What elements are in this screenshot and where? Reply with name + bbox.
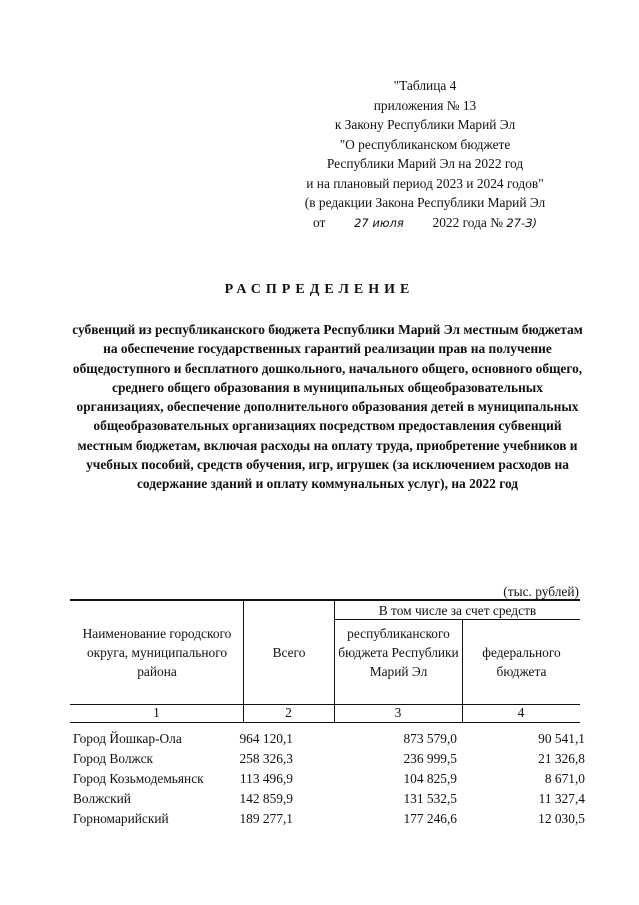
amendment-prefix: от bbox=[312, 214, 326, 230]
row-total: 189 277,1 bbox=[239, 811, 293, 826]
document-subtitle: субвенций из республиканского бюджета Республики Марий Эл местным бюджетам на обеспечение государственных гарантий реализации прав на получение общедоступного и бесплатного дошкольного, начального общего, основного общего, среднего общего образования в муниципальных общеобразовательных организациях, обеспечение дополнительного образования детей в муниципальных общеобразовательных организациях посредством предоставления субвенций местным бюджетам, включая расходы на оплату труда, приобретение учебников и учебных пособий, средств обучения, игр, игрушек (за исключением расходов на содержание зданий и оплату коммунальных услуг), на 2022 год bbox=[72, 322, 583, 492]
row-total: 113 496,9 bbox=[239, 771, 293, 786]
table-row bbox=[70, 751, 590, 771]
column-number: 4 bbox=[517, 705, 525, 720]
header-line: Республики Марий Эл на 2022 год bbox=[326, 156, 524, 171]
row-total: 142 859,9 bbox=[239, 791, 293, 806]
row-name: Горномарийский bbox=[73, 811, 169, 826]
table-row bbox=[70, 731, 590, 751]
column-number: 1 bbox=[153, 705, 160, 720]
row-republic: 236 999,5 bbox=[403, 751, 457, 766]
row-total: 258 326,3 bbox=[239, 751, 293, 766]
header-line: "Таблица 4 bbox=[393, 78, 457, 93]
header-name: Наименование городского округа, муниципального района bbox=[82, 626, 232, 679]
row-republic: 873 579,0 bbox=[403, 731, 457, 746]
row-federal: 8 671,0 bbox=[544, 771, 585, 786]
amendment-number: 27-З) bbox=[506, 215, 538, 230]
header-federal: федерального бюджета bbox=[482, 645, 561, 679]
amendment-line bbox=[260, 215, 590, 231]
row-republic: 131 532,5 bbox=[403, 791, 457, 806]
row-federal: 21 326,8 bbox=[538, 751, 585, 766]
row-name: Город Козьмодемьянск bbox=[73, 771, 204, 786]
row-federal: 11 327,4 bbox=[538, 791, 585, 806]
units-label: (тыс. рублей) bbox=[503, 584, 579, 599]
header-line: к Закону Республики Марий Эл bbox=[334, 117, 516, 132]
table-row bbox=[70, 771, 590, 791]
header-total: Всего bbox=[272, 645, 306, 660]
header-line: "О республиканском бюджете bbox=[339, 136, 511, 152]
header-line: (в редакции Закона Республики Марий Эл bbox=[304, 195, 546, 210]
header-line: и на плановый период 2023 и 2024 годов" bbox=[306, 175, 544, 191]
column-number: 3 bbox=[394, 705, 402, 720]
row-federal: 90 541,1 bbox=[538, 731, 585, 746]
document-title: РАСПРЕДЕЛЕНИЕ bbox=[224, 282, 415, 297]
column-number: 2 bbox=[285, 705, 292, 720]
row-federal: 12 030,5 bbox=[538, 811, 585, 826]
header-line: приложения № 13 bbox=[373, 97, 477, 113]
row-name: Город Йошкар-Ола bbox=[73, 731, 182, 746]
numbers-row-border bbox=[70, 722, 580, 723]
row-name: Город Волжск bbox=[73, 751, 154, 766]
header-republic: республиканского бюджета Республики Марий Эл bbox=[338, 626, 459, 679]
row-republic: 177 246,6 bbox=[403, 811, 457, 826]
row-republic: 104 825,9 bbox=[403, 771, 457, 786]
table-row bbox=[70, 791, 590, 811]
table-row bbox=[70, 811, 590, 831]
row-name: Волжский bbox=[73, 791, 131, 806]
amendment-year: 2022 года № bbox=[432, 214, 503, 230]
amendment-date: 27 июля bbox=[354, 215, 404, 230]
header-group: В том числе за счет средств bbox=[378, 603, 537, 618]
row-total: 964 120,1 bbox=[239, 731, 293, 746]
